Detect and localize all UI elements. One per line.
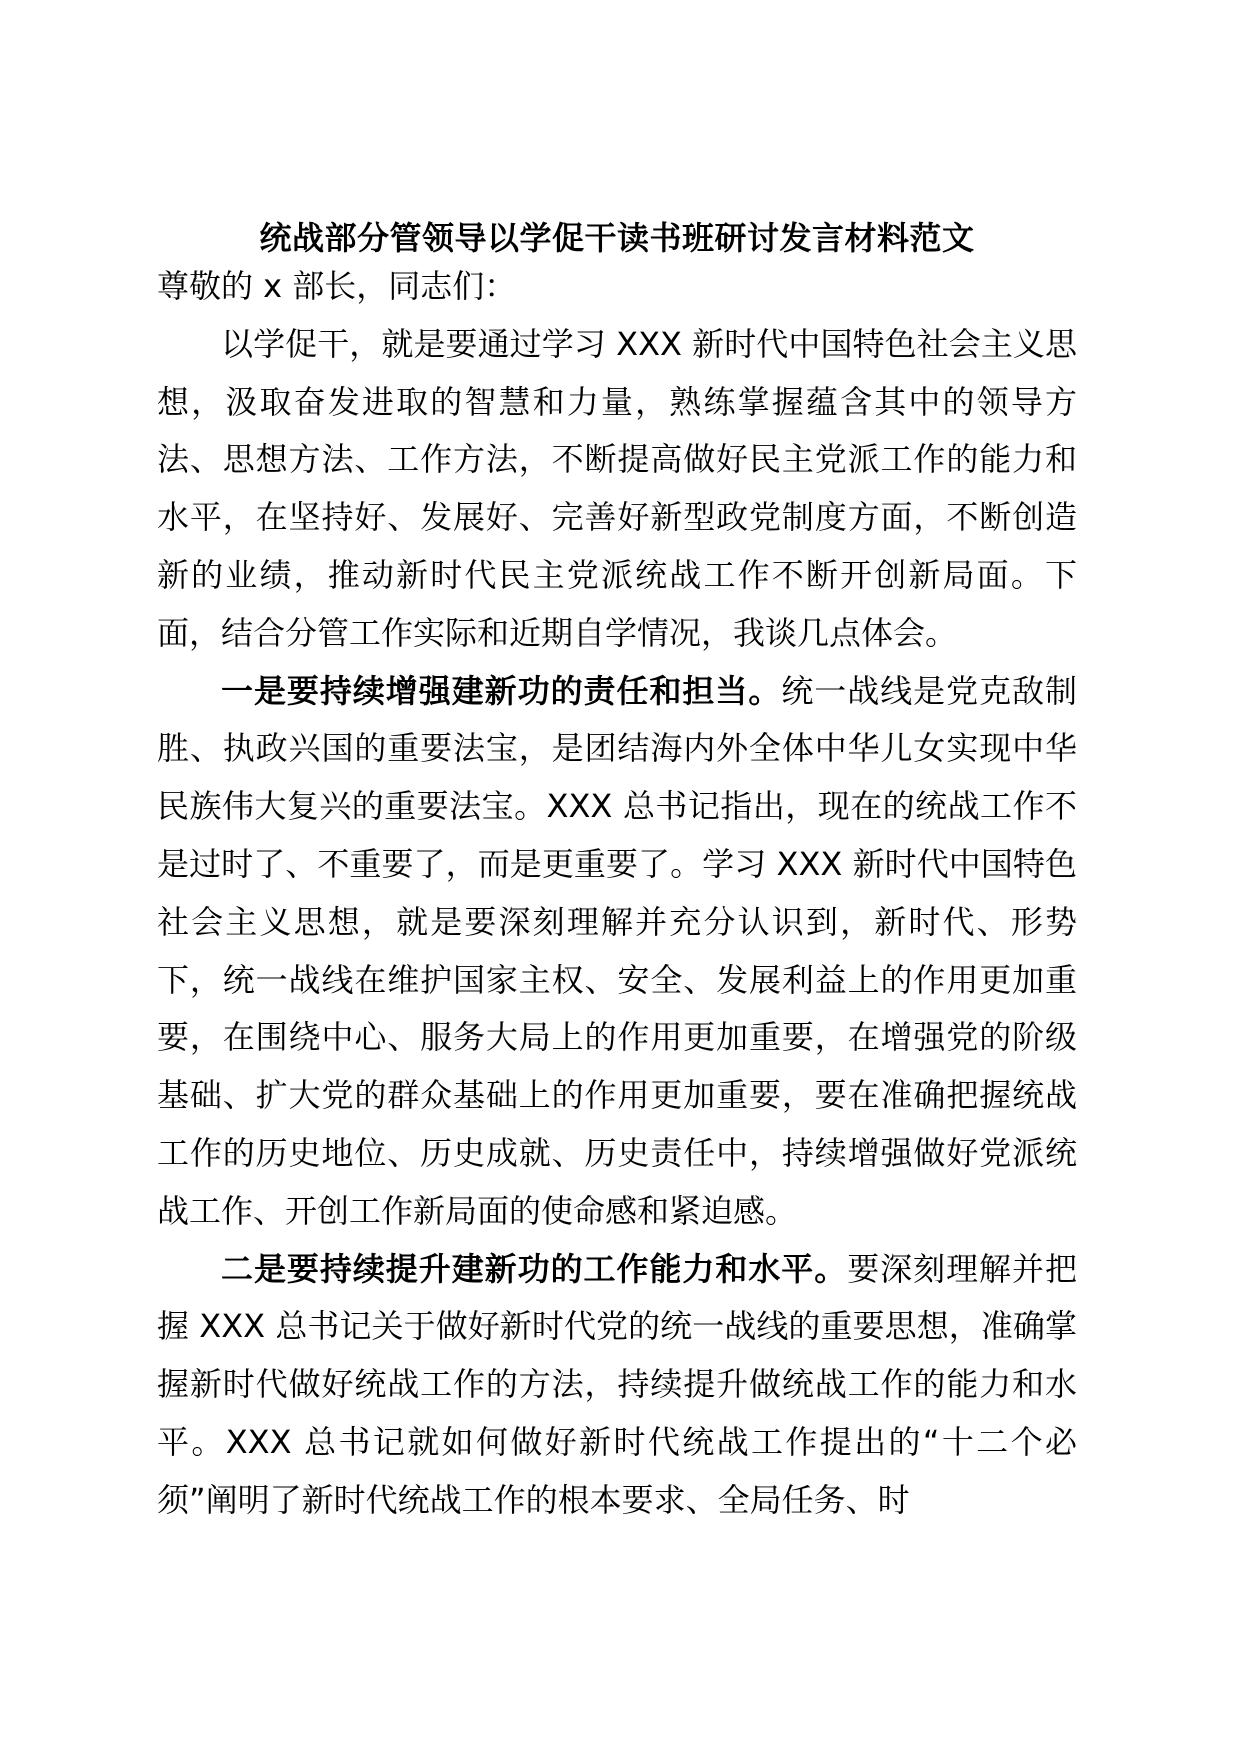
document-page — [157, 0, 1077, 1754]
paragraph-intro — [157, 316, 1077, 663]
paragraph-point-one — [157, 663, 1077, 1241]
paragraph-text: 以学促干，就是要通过学习 XXX 新时代中国特色社会主义思想，汲取奋发进取的智慧和力量，熟练掌握蕴含其中的领导方法、思想方法、工作方法，不断提高做好民主党派工作的能力和水平，在坚持好、发展好、完善好新型政党制度方面，不断创造新的业绩，推动新时代民主党派统战工作不断开创新局面。下面，结合分管工作实际和近期自学情况，我谈几点体会。 — [157, 324, 1077, 652]
document-body — [157, 258, 1077, 1530]
paragraph-point-two — [157, 1241, 1077, 1530]
paragraph-lead: 二是要持续提升建新功的工作能力和水平。 — [221, 1249, 848, 1288]
salutation: 尊敬的 x 部长，同志们： — [157, 267, 517, 305]
paragraph-text: 统一战线是党克敌制胜、执政兴国的重要法宝，是团结海内外全体中华儿女实现中华民族伟大复兴的重要法宝。XXX 总书记指出，现在的统战工作不是过时了、不重要了，而是更重要了。学习 XXX 新时代中国特色社会主义思想，就是要深刻理解并充分认识到，新时代、形势下，统一战线在维护国家主权、安全、发展利益上的作用更加重要，在围绕中心、服务大局上的作用更加重要，在增强党的阶级基础、扩大党的群众基础上的作用更加重要，要在准确把握统战工作的历史地位、历史成就、历史责任中，持续增强做好党派统战工作、开创工作新局面的使命感和紧迫感。 — [157, 671, 1077, 1230]
paragraph-lead: 一是要持续增强建新功的责任和担当。 — [221, 671, 782, 710]
paragraph-text: 要深刻理解并把握 XXX 总书记关于做好新时代党的统一战线的重要思想，准确掌握新时代做好统战工作的方法，持续提升做统战工作的能力和水平。XXX 总书记就如何做好新时代统战工作提出的“十二个必须”阐明了新时代统战工作的根本要求、全局任务、时 — [157, 1249, 1077, 1519]
document-title: 统战部分管领导以学促干读书班研讨发言材料范文 — [259, 219, 975, 257]
